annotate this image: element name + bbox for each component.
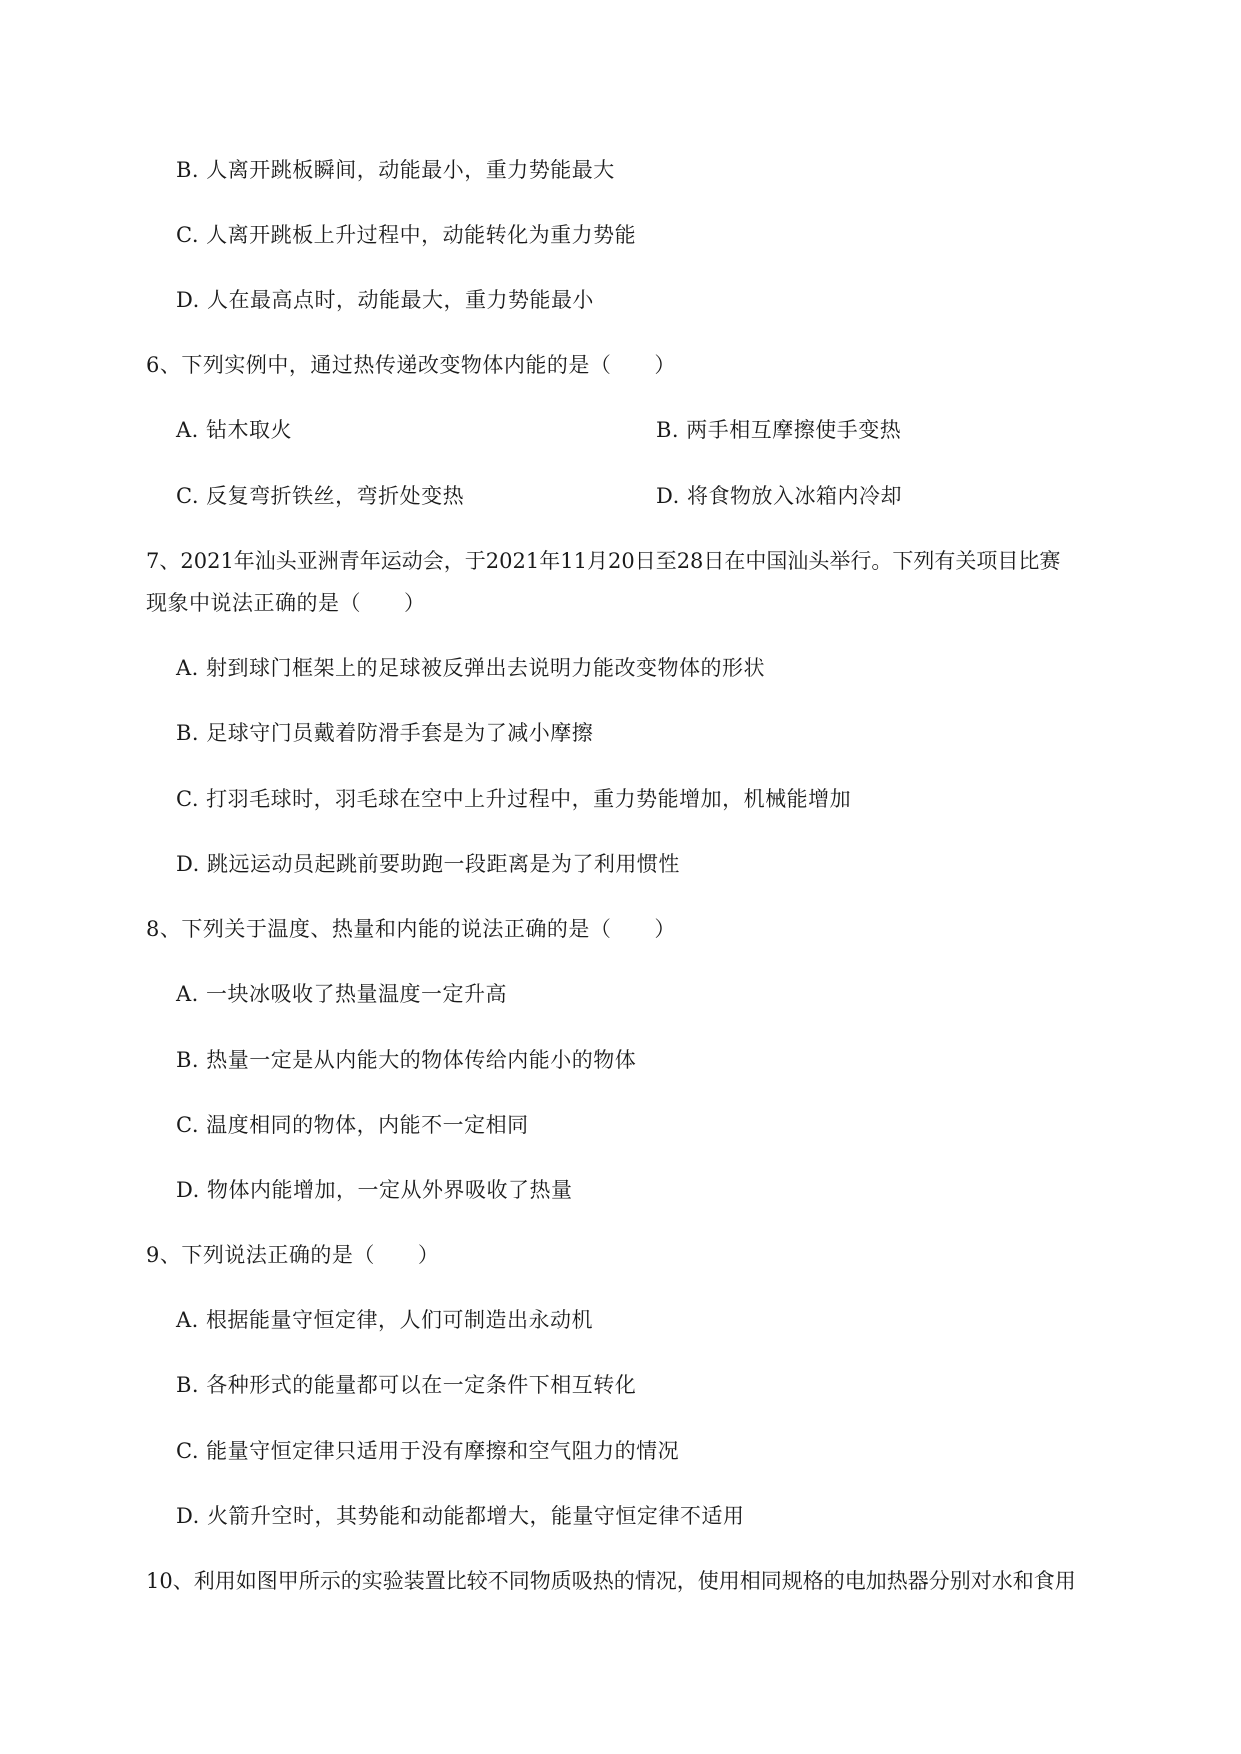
q9-stem: 9、下列说法正确的是（ ）: [146, 1243, 440, 1267]
q6-option-c: C. 反复弯折铁丝，弯折处变热: [176, 484, 465, 508]
q9-option-c: C. 能量守恒定律只适用于没有摩擦和空气阻力的情况: [176, 1439, 680, 1463]
q9-option-a: A. 根据能量守恒定律，人们可制造出永动机: [176, 1308, 594, 1332]
q8-option-d: D. 物体内能增加，一定从外界吸收了热量: [176, 1178, 573, 1202]
q8-option-c: C. 温度相同的物体，内能不一定相同: [176, 1113, 529, 1137]
q6-stem: 6、下列实例中，通过热传递改变物体内能的是（ ）: [146, 353, 676, 377]
q5-option-c: C. 人离开跳板上升过程中，动能转化为重力势能: [176, 223, 637, 247]
q8-option-a: A. 一块冰吸收了热量温度一定升高: [176, 982, 508, 1006]
q7-option-c: C. 打羽毛球时，羽毛球在空中上升过程中，重力势能增加，机械能增加: [176, 787, 852, 811]
q8-stem: 8、下列关于温度、热量和内能的说法正确的是（ ）: [146, 917, 676, 941]
q6-option-d: D. 将食物放入冰箱内冷却: [656, 484, 902, 508]
q7-option-b: B. 足球守门员戴着防滑手套是为了减小摩擦: [176, 721, 594, 745]
q5-option-d: D. 人在最高点时，动能最大，重力势能最小: [176, 288, 594, 312]
q8-option-b: B. 热量一定是从内能大的物体传给内能小的物体: [176, 1048, 637, 1072]
q7-option-d: D. 跳远运动员起跳前要助跑一段距离是为了利用惯性: [176, 852, 680, 876]
q10-stem-line1: 10、利用如图甲所示的实验装置比较不同物质吸热的情况，使用相同规格的电加热器分别对水和食用: [146, 1569, 1076, 1593]
q6-option-a: A. 钻木取火: [176, 418, 293, 442]
q6-option-b: B. 两手相互摩擦使手变热: [656, 418, 902, 442]
q7-stem-line1: 7、2021年汕头亚洲青年运动会，于2021年11月20日至28日在中国汕头举行。下列有关项目比赛: [146, 549, 1061, 573]
q9-option-d: D. 火箭升空时，其势能和动能都增大，能量守恒定律不适用: [176, 1504, 745, 1528]
q7-stem-line2: 现象中说法正确的是（ ）: [146, 591, 426, 615]
q9-option-b: B. 各种形式的能量都可以在一定条件下相互转化: [176, 1373, 637, 1397]
q5-option-b: B. 人离开跳板瞬间，动能最小，重力势能最大: [176, 158, 615, 182]
q7-option-a: A. 射到球门框架上的足球被反弹出去说明力能改变物体的形状: [176, 656, 766, 680]
